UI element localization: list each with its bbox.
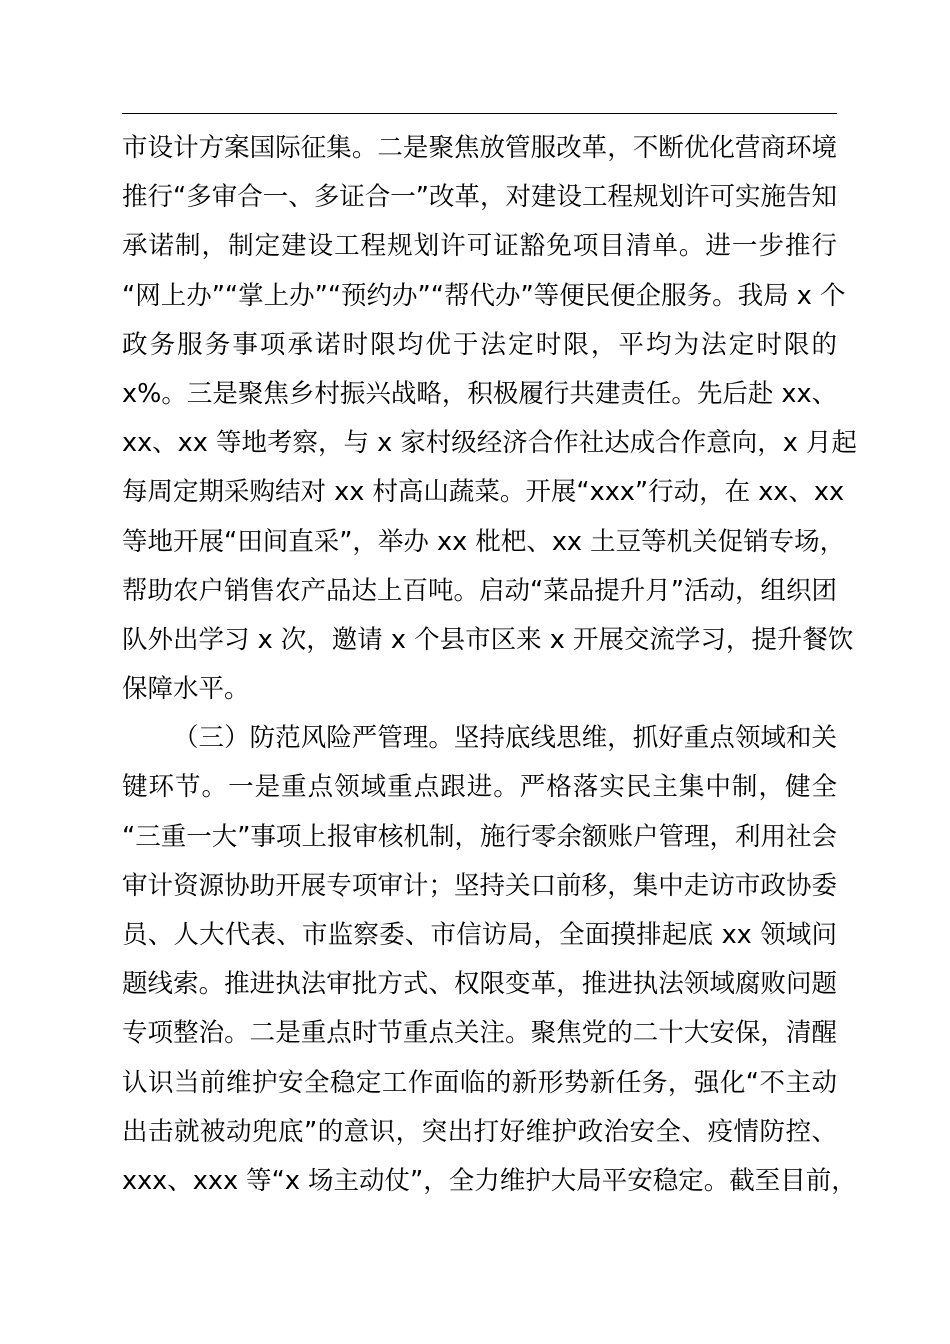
- section-heading-line: （三）防范风险严管理。坚持底线思维，抓好重点领域和关: [173, 723, 837, 754]
- text-line: 题线索。推进执法审批方式、权限变革，推进执法领域腐败问题: [122, 969, 837, 1000]
- text-line: 承诺制，制定建设工程规划许可证豁免项目清单。进一步推行: [122, 231, 837, 262]
- text-line: 键环节。一是重点领域重点跟进。严格落实民主集中制，健全: [122, 772, 837, 803]
- text-line: 认识当前维护安全稳定工作面临的新形势新任务，强化“不主动: [122, 1067, 837, 1098]
- text-line: x%。三是聚焦乡村振兴战略，积极履行共建责任。先后赴 xx、: [122, 378, 838, 409]
- text-line: 审计资源协助开展专项审计；坚持关口前移，集中走访市政协委: [122, 870, 837, 901]
- text-line: 出击就被动兜底”的意识，突出打好维护政治安全、疫情防控、: [122, 1116, 837, 1147]
- text-line: “网上办”“掌上办”“预约办”“帮代办”等便民便企服务。我局 x 个: [122, 280, 846, 311]
- text-line: 员、人大代表、市监察委、市信访局，全面摸排起底 xx 领域问: [122, 920, 837, 950]
- text-line: 专项整治。二是重点时节重点关注。聚焦党的二十大安保，清醒: [122, 1018, 837, 1049]
- text-line: xx、xx 等地考察，与 x 家村级经济合作社达成合作意向，x 月起: [122, 428, 857, 459]
- text-line: 等地开展“田间直采”，举办 xx 枇杷、xx 土豆等机关促销专场，: [122, 526, 846, 557]
- body-text: [122, 124, 857, 1206]
- header-rule: [122, 113, 837, 114]
- text-line: 市设计方案国际征集。二是聚焦放管服改革，不断优化营商环境: [122, 133, 837, 163]
- text-line: 保障水平。: [122, 674, 250, 705]
- text-line: 每周定期采购结对 xx 村高山蔬菜。开展“xxx”行动，在 xx、xx: [122, 477, 845, 508]
- text-line: 帮助农户销售农产品达上百吨。启动“菜品提升月”活动，组织团: [122, 575, 837, 606]
- text-line: xxx、xxx 等“x 场主动仗”，全力维护大局平安稳定。截至目前，: [122, 1165, 857, 1196]
- text-line: 推行“多审合一、多证合一”改革，对建设工程规划许可实施告知: [122, 182, 837, 213]
- text-line: 队外出学习 x 次，邀请 x 个县市区来 x 开展交流学习，提升餐饮: [122, 624, 854, 655]
- text-line: “三重一大”事项上报审核机制，施行零余额账户管理，利用社会: [122, 821, 837, 852]
- text-line: 政务服务事项承诺时限均优于法定时限，平均为法定时限的: [122, 329, 837, 360]
